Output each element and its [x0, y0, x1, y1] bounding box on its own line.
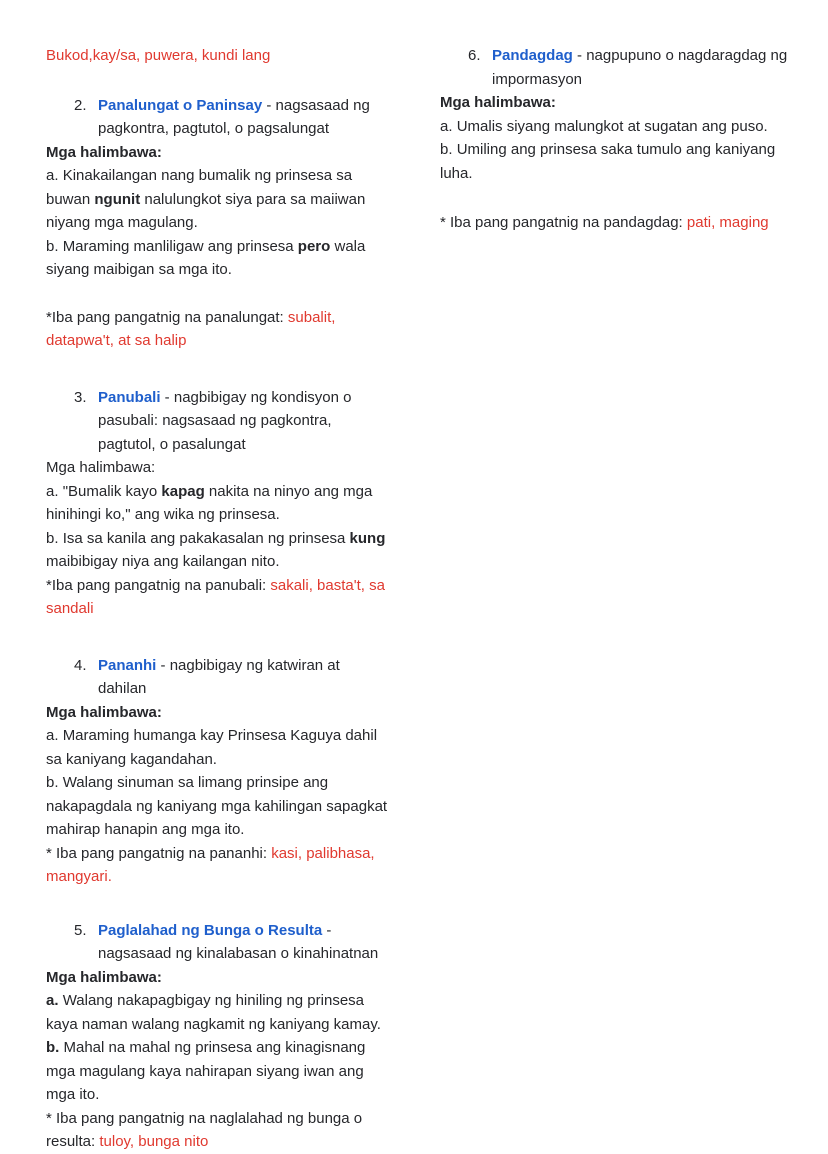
example-pre: Walang nakapagbigay ng hiniling ng prinsesa kaya naman walang nagkamit ng kaniyang kamay.: [46, 992, 381, 1033]
example-marker: a.: [46, 482, 63, 500]
entry-definition: - nagsasaad ng pagkontra, pagtutol, o pagsalungat: [98, 96, 370, 137]
examples-label: Mga halimbawa:: [440, 94, 556, 111]
entry-note: [46, 842, 392, 889]
example-item: [46, 989, 392, 1036]
entry-heading: [46, 919, 392, 966]
entry-definition: - nagbibigay ng kondisyon o pasubali: nagsasaad ng pagkontra, pagtutol, o pasalungat: [98, 388, 352, 453]
entry-heading-body: [492, 44, 788, 91]
example-keyword: ngunit: [94, 190, 141, 208]
entry-note: [440, 211, 788, 235]
entry-heading-body: [98, 386, 392, 457]
example-item: [46, 527, 392, 574]
entry-number: 5.: [74, 921, 87, 939]
spacer: [46, 621, 392, 654]
spacer: [46, 282, 392, 306]
example-pre: Maraming manliligaw ang prinsesa: [62, 237, 298, 255]
example-marker: a.: [46, 167, 63, 184]
note-words: pati, maging: [686, 214, 769, 231]
entry-definition: - nagbibigay ng katwiran at dahilan: [98, 656, 340, 697]
example-marker: b.: [46, 774, 63, 791]
example-marker: b.: [46, 1039, 64, 1056]
example-marker: b.: [46, 237, 63, 255]
example-keyword: kapag: [161, 482, 205, 500]
example-item: [46, 771, 392, 842]
entry-number: 6.: [468, 47, 481, 64]
example-marker: b.: [46, 529, 63, 547]
example-pre: "Bumalik kayo: [62, 482, 162, 500]
left-column: [0, 44, 414, 1154]
entry-heading: [46, 386, 392, 457]
entry-definition: - nagsasaad ng kinalabasan o kinahinatnan: [98, 921, 379, 962]
example-post: maibibigay niya ang kailangan nito.: [46, 553, 280, 570]
note-prefix: * Iba pang pangatnig na pananhi:: [46, 844, 272, 862]
example-post: nakita na ninyo ang mga hinihingi ko," ang wika ng prinsesa.: [46, 482, 373, 523]
example-pre: Isa sa kanila ang pakakasalan ng prinsesa: [62, 529, 350, 547]
entry-term: Pandagdag: [492, 47, 573, 64]
entry-definition: - nagpupuno o nagdaragdag ng impormasyon: [492, 47, 788, 88]
example-pre: Walang sinuman sa limang prinsipe ang nakapagdala ng kaniyang mga kahilingan sapagkat mahirap hanapin ang mga ito.: [46, 774, 388, 838]
entry-term: Pananhi: [98, 656, 157, 674]
examples-label: Mga halimbawa:: [46, 143, 162, 161]
entry-panubali: [46, 386, 392, 621]
example-marker: a.: [440, 117, 457, 135]
example-pre: Umiling ang prinsesa saka tumulo ang kaniyang luha.: [440, 141, 776, 182]
entry-term: Panalungat o Paninsay: [98, 96, 263, 114]
example-marker: a.: [46, 727, 63, 744]
entry-heading: [46, 94, 392, 141]
example-item: [46, 235, 392, 282]
entry-note: [46, 1107, 392, 1154]
example-marker: a.: [46, 992, 63, 1009]
note-words: sakali, basta't, sa sandali: [46, 576, 385, 617]
example-item: [440, 138, 788, 185]
entry-number: 4.: [74, 656, 87, 674]
example-pre: Mahal na mahal ng prinsesa ang kinagisnang mga magulang kaya nahirapan siyang iwan ang mga ito.: [46, 1039, 366, 1103]
note-words: tuloy, bunga nito: [99, 1133, 209, 1150]
lead-line-pangatnig-pamukod: Bukod,kay/sa, puwera, kundi lang: [46, 47, 271, 64]
entry-note: [46, 306, 392, 353]
example-post: wala siyang maibigan sa mga ito.: [46, 237, 366, 278]
entry-number: 3.: [74, 388, 87, 406]
note-prefix: * Iba pang pangatnig na naglalahad ng bunga o resulta:: [46, 1109, 363, 1150]
spacer: [46, 889, 392, 919]
note-prefix: * Iba pang pangatnig na pandagdag:: [440, 214, 687, 231]
example-keyword: kung: [349, 529, 386, 547]
entry-paglalahad-ng-bunga: [46, 919, 392, 1154]
two-column-layout: [0, 44, 828, 1154]
entry-panalungat: [46, 94, 392, 353]
example-marker: b.: [440, 141, 457, 158]
entry-pananhi: [46, 654, 392, 889]
examples-label: Mga halimbawa:: [46, 703, 162, 721]
example-item: [46, 164, 392, 235]
example-pre: Maraming humanga kay Prinsesa Kaguya dahil sa kaniyang kagandahan.: [46, 727, 378, 768]
entry-term: Panubali: [98, 388, 161, 406]
example-post: nalulungkot siya para sa maiiwan niyang mga magulang.: [46, 190, 366, 231]
entry-heading-body: [98, 919, 392, 966]
entry-number: 2.: [74, 96, 87, 114]
example-pre: Kinakailangan nang bumalik ng prinsesa sa buwan: [46, 167, 353, 208]
example-item: [46, 480, 392, 527]
entry-heading-body: [98, 654, 392, 701]
note-prefix: *Iba pang pangatnig na panubali:: [46, 576, 271, 594]
examples-label: Mga halimbawa:: [46, 459, 156, 476]
spacer: [440, 185, 788, 211]
example-item: [440, 115, 788, 139]
entry-heading: [46, 654, 392, 701]
right-column: [414, 44, 828, 235]
example-pre: Umalis siyang malungkot at sugatan ang puso.: [456, 117, 768, 135]
entry-note: [46, 574, 392, 621]
examples-label: Mga halimbawa:: [46, 968, 162, 986]
note-words: kasi, palibhasa, mangyari.: [46, 844, 375, 885]
entry-heading-body: [98, 94, 392, 141]
example-keyword: pero: [297, 237, 331, 255]
note-words: subalit, datapwa't, at sa halip: [46, 308, 336, 349]
spacer: [46, 353, 392, 386]
entry-heading: [440, 44, 788, 91]
entry-term: Paglalahad ng Bunga o Resulta: [98, 921, 323, 939]
entry-pandagdag: [440, 44, 788, 235]
example-item: [46, 1036, 392, 1107]
note-prefix: *Iba pang pangatnig na panalungat:: [46, 308, 288, 326]
example-item: [46, 724, 392, 771]
